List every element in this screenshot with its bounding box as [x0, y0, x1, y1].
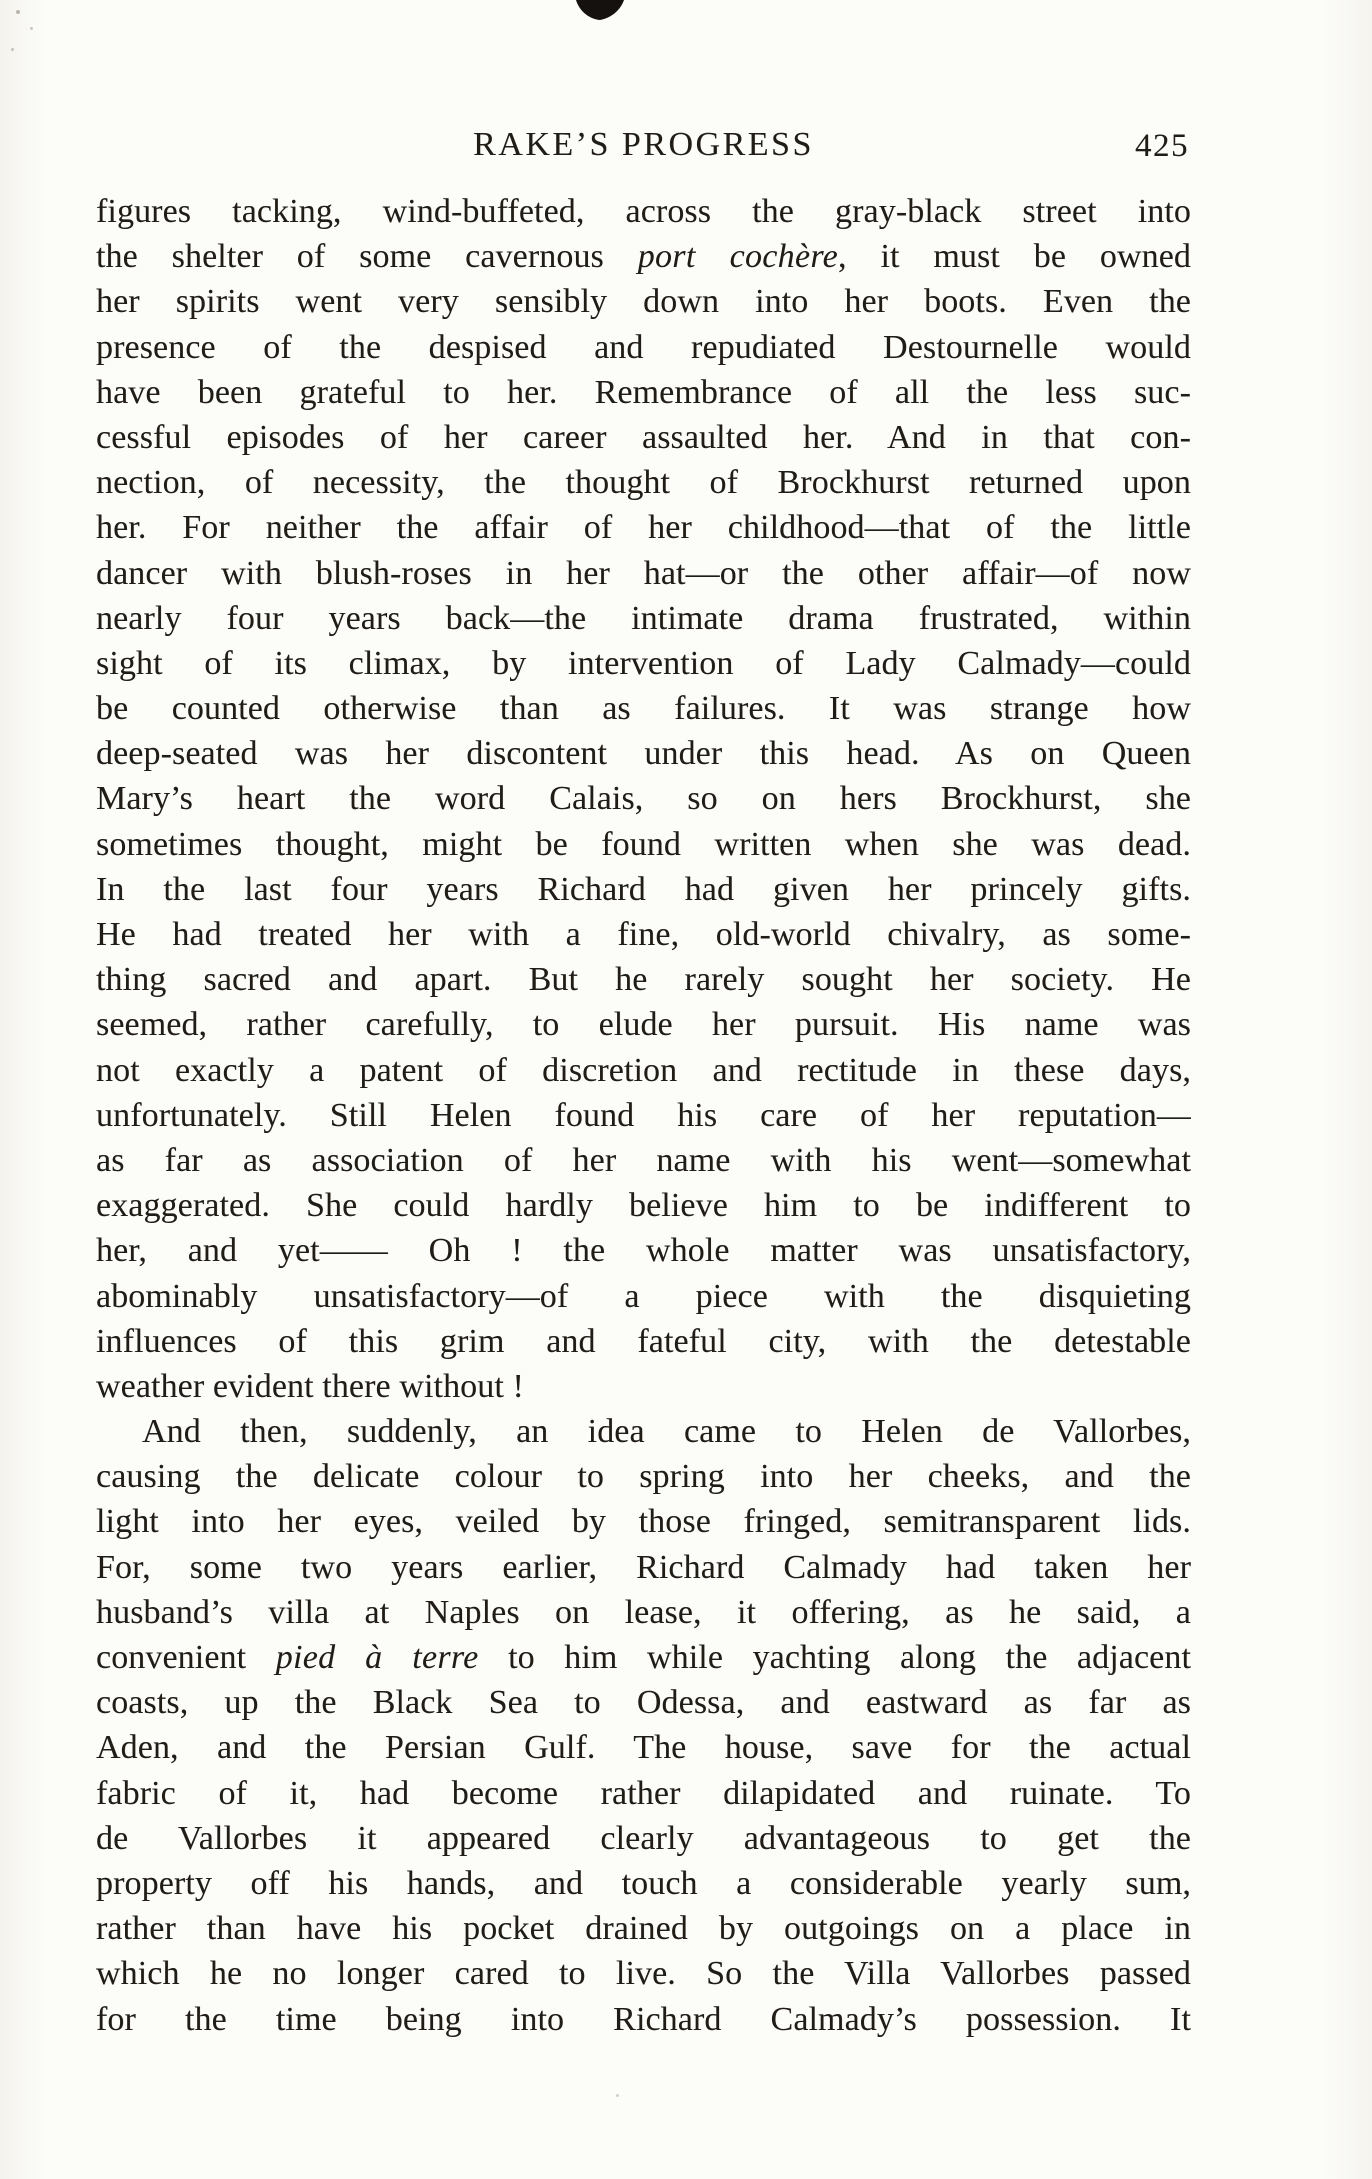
- text-run: husband’s villa at Naples on lease, it offering, as he said, a: [96, 1593, 1191, 1631]
- text-line: [96, 189, 1191, 234]
- text-run: light into her eyes, veiled by those fringed, semitransparent lids.: [96, 1503, 1191, 1541]
- text-line: [96, 1183, 1191, 1228]
- text-run: In the last four years Richard had given her princely gifts.: [96, 870, 1191, 908]
- text-line: [96, 1499, 1191, 1544]
- paragraph: [96, 189, 1191, 1409]
- text-line: [96, 1002, 1191, 1047]
- italic-phrase: port cochère: [637, 238, 839, 276]
- text-run: her. For neither the affair of her childhood—that of the little: [96, 509, 1191, 547]
- text-run: figures tacking, wind-buffeted, across the gray-black street into: [96, 193, 1191, 230]
- text-line: [96, 776, 1191, 821]
- text-line: [96, 1771, 1191, 1816]
- text-line: [96, 1048, 1191, 1093]
- text-line: [96, 1951, 1191, 1996]
- ink-blot-decoration: [576, 0, 624, 23]
- text-line: [96, 460, 1191, 505]
- text-line: [96, 641, 1191, 686]
- text-run: rather than have his pocket drained by outgoings on a place in: [96, 1910, 1191, 1948]
- text-run: her, and yet—— Oh ! the whole matter was unsatisfactory,: [96, 1232, 1191, 1270]
- paper-speck: [616, 2094, 619, 2097]
- text-run: thing sacred and apart. But he rarely sought her society. He: [96, 961, 1191, 999]
- text-run: deep-seated was her discontent under this head. As on Queen: [96, 735, 1191, 773]
- text-line: [96, 731, 1191, 776]
- paragraph: [96, 1409, 1191, 2042]
- text-run: influences of this grim and fateful city, with the detestable: [96, 1322, 1191, 1360]
- text-run: for the time being into Richard Calmady’s possession. It: [96, 2000, 1191, 2038]
- text-run: coasts, up the Black Sea to Odessa, and eastward as far as: [96, 1684, 1191, 1722]
- text-line: [96, 1454, 1191, 1499]
- text-run: de Vallorbes it appeared clearly advantageous to get the: [96, 1819, 1191, 1857]
- text-run: have been grateful to her. Remembrance of all the less suc-: [96, 373, 1191, 411]
- text-line: [96, 1997, 1191, 2042]
- text-line: [96, 1274, 1191, 1319]
- text-run: presence of the despised and repudiated Destournelle would: [96, 328, 1191, 366]
- page-number: 425: [1135, 128, 1189, 164]
- text-run: sight of its climax, by intervention of Lady Calmady—could: [96, 644, 1191, 682]
- text-run: And then, suddenly, an idea came to Helen de Vallorbes,: [142, 1413, 1191, 1451]
- text-run: Aden, and the Persian Gulf. The house, save for the actual: [96, 1729, 1191, 1767]
- text-line: [96, 1319, 1191, 1364]
- text-line: [96, 1093, 1191, 1138]
- page-title: RAKE’S PROGRESS: [473, 126, 814, 163]
- text-run: weather evident there without !: [96, 1367, 524, 1405]
- text-run: as far as association of her name with his went—somewhat: [96, 1141, 1191, 1179]
- text-line: [96, 596, 1191, 641]
- text-run: convenient: [96, 1639, 276, 1676]
- text-line: [96, 1409, 1191, 1454]
- text-line: [96, 1138, 1191, 1183]
- text-run: Mary’s heart the word Calais, so on hers Brockhurst, she: [96, 780, 1191, 818]
- text-run: For, some two years earlier, Richard Calmady had taken her: [96, 1548, 1191, 1586]
- italic-phrase: pied à terre: [275, 1639, 479, 1676]
- page-body: [96, 189, 1191, 2042]
- text-line: [96, 234, 1191, 279]
- text-line: [96, 415, 1191, 460]
- text-run: dancer with blush-roses in her hat—or the other affair—of now: [96, 554, 1191, 592]
- text-line: [96, 686, 1191, 731]
- text-run: nearly four years back—the intimate drama frustrated, within: [96, 599, 1191, 637]
- text-line: [96, 867, 1191, 912]
- text-line: [96, 1680, 1191, 1725]
- paper-speck: [11, 48, 14, 51]
- text-run: be counted otherwise than as failures. It was strange how: [96, 690, 1191, 728]
- text-run: fabric of it, had become rather dilapidated and ruinate. To: [96, 1774, 1191, 1812]
- text-line: [96, 912, 1191, 957]
- text-run: not exactly a patent of discretion and rectitude in these days,: [96, 1051, 1191, 1089]
- text-run: property off his hands, and touch a considerable yearly sum,: [96, 1864, 1191, 1902]
- text-line: [96, 822, 1191, 867]
- paper-speck: [30, 27, 33, 30]
- text-line: [96, 1906, 1191, 1951]
- text-line: [96, 279, 1191, 324]
- text-line: [96, 370, 1191, 415]
- text-line: [96, 1228, 1191, 1273]
- text-run: abominably unsatisfactory—of a piece with the disquieting: [96, 1277, 1191, 1315]
- text-line: [96, 505, 1191, 550]
- text-line: [96, 1590, 1191, 1635]
- text-run: the shelter of some cavernous: [96, 238, 638, 276]
- paper-speck: [16, 10, 20, 14]
- text-run: which he no longer cared to live. So the Villa Vallorbes passed: [96, 1955, 1191, 1993]
- text-line: [96, 551, 1191, 596]
- text-run: , it must be owned: [838, 238, 1191, 276]
- running-header: [96, 126, 1191, 164]
- text-line: [96, 1635, 1191, 1680]
- text-line: [96, 1545, 1191, 1590]
- text-line: [96, 1725, 1191, 1770]
- text-line: [96, 1816, 1191, 1861]
- text-run: nection, of necessity, the thought of Brockhurst returned upon: [96, 464, 1191, 502]
- text-run: causing the delicate colour to spring into her cheeks, and the: [96, 1458, 1191, 1496]
- text-run: to him while yachting along the adjacent: [478, 1639, 1191, 1676]
- text-run: seemed, rather carefully, to elude her pursuit. His name was: [96, 1006, 1191, 1044]
- text-run: sometimes thought, might be found written when she was dead.: [96, 825, 1191, 863]
- text-run: exaggerated. She could hardly believe him to be indifferent to: [96, 1187, 1191, 1225]
- text-line: [96, 325, 1191, 370]
- text-line: [96, 1861, 1191, 1906]
- text-line: [96, 1364, 1191, 1409]
- text-line: [96, 957, 1191, 1002]
- text-run: unfortunately. Still Helen found his care of her reputation—: [96, 1096, 1191, 1134]
- text-run: her spirits went very sensibly down into her boots. Even the: [96, 283, 1191, 321]
- text-run: cessful episodes of her career assaulted her. And in that con-: [96, 418, 1191, 456]
- text-run: He had treated her with a fine, old-world chivalry, as some-: [96, 916, 1191, 953]
